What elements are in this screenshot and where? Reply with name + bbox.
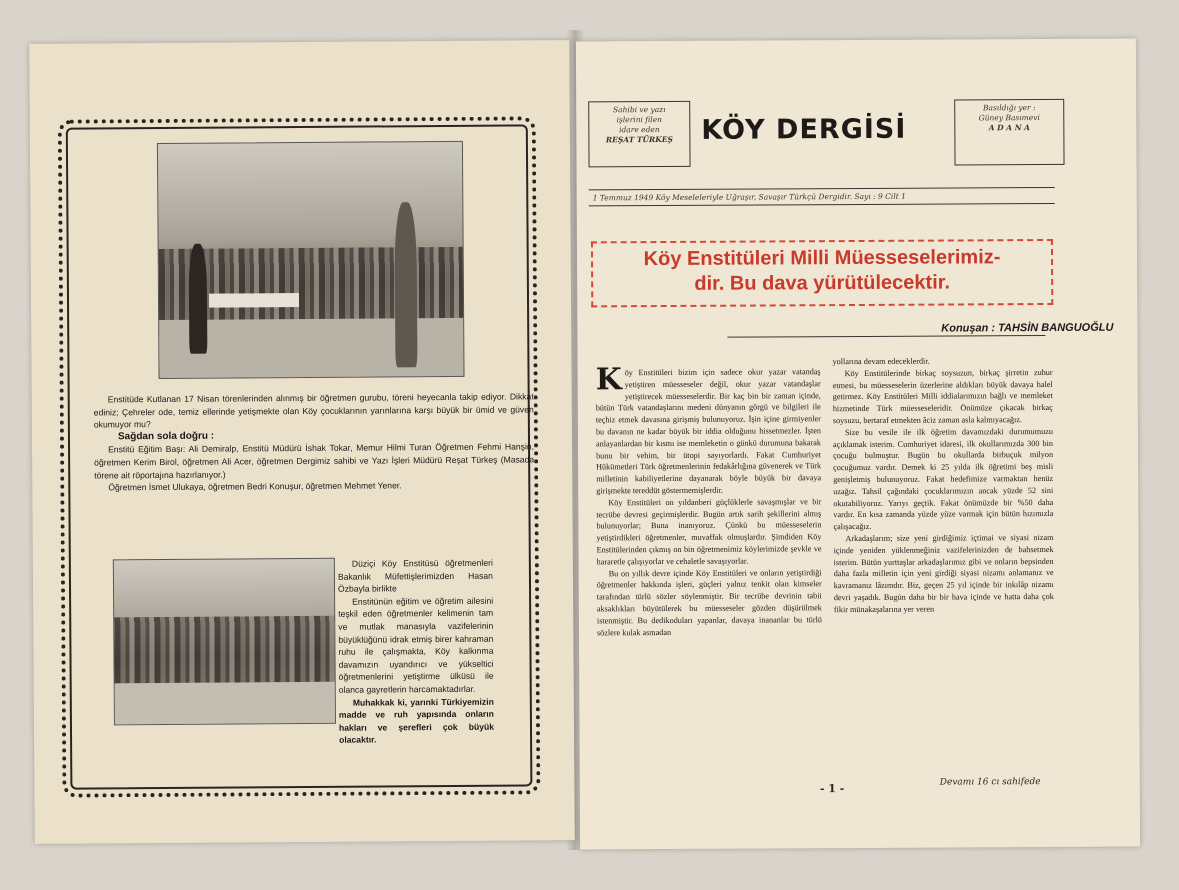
standing-figure [394, 202, 417, 367]
magazine-title: KÖY DERGİSİ [701, 113, 907, 146]
article-paragraph: yollarına devam edeceklerdir. [832, 356, 930, 367]
photo-caption-1 [94, 390, 535, 494]
speaker-byline: Konuşan : TAHSİN BANGUOĞLU [941, 321, 1114, 335]
caption-paragraph: Enstitünün eğitim ve öğretim ailesini teşkil eden öğretmenler kelimenin tam ve mutlak manasıyla vazifelerinin büyüklüğünü idrak etmiş birer kahraman ruhu ile çalışmakta, Köy kalkınma davamızın uyandırıcı ve yükseltici öğretmenlerini yetiştirme ülküsü ile olanca gayretlerin harcamaktadırlar. [338, 595, 494, 695]
owner-box [588, 101, 690, 168]
caption-names-2: Öğretmen İsmet Ulukaya, öğretmen Bedri Konuşur, öğretmen Mehmet Yener. [108, 480, 402, 493]
issue-line: 1 Temmuz 1949 Köy Meseleleriyle Uğraşır, Savaşır Türkçü Dergidir. Sayı : 9 Cilt 1 [589, 187, 1055, 206]
photo-caption-2 [338, 557, 494, 747]
headline-line: dir. Bu dava yürütülecektir. [694, 271, 951, 295]
article-paragraph: Köy Enstitülerinde birkaç soysuzun, birkaç şirretin zuhur etmesi, bu müesseselerin üzerlerine aldıkları büyük davaya halel getirmez. Köy Enstitüleri Milli iddialarımızın bağlı ve memleket hizmetinde Türk müesseseleridir. Önümüze çıkacak birkaç soysuzu, bertaraf etmekten âciz zaman asla kalmıyacağız. [832, 367, 1053, 426]
ground [115, 682, 335, 725]
group-photo [113, 558, 336, 726]
standing-figure [189, 244, 208, 354]
article-column-1 [595, 362, 822, 639]
printer-line: Basıldığı yer : [982, 103, 1036, 113]
article-paragraph: Arkadaşlarım; size yeni girdiğimiz içtimai ve siyasi nizam içinde yeniden yüklenmeğiniz vazifelerinizden de bahsetmek isterim. Bütün yurttaşlar arkadaşlarımız gibi ve onların bepsinden daha fazla milletin için yeni girdiği siyasi nizamı anlamanız ve kavramanız lâzımdır. Biz, geçen 25 yıl içinde bir inkılâp nizamı devri yaşadık. Bugün daha bir bir hava içinde ve hatta daha çok fikir münakaşalarına yer veren [833, 532, 1054, 614]
caption-subheading: Sağdan sola doğru : [117, 430, 215, 443]
headline-box [591, 239, 1053, 307]
caption-paragraph: Muhakkak ki, yarınki Türkiyemizin madde ve ruh yapısında onların hakları ve şerefleri çok büyük olacaktır. [338, 696, 495, 746]
headline [593, 245, 1051, 297]
continued-note: Devamı 16 cı sahifede [939, 777, 1041, 788]
article-paragraph: Bu on yıllık devre içinde Köy Enstitüleri ve onların yetiştirdiği öğretmenler hakkında işleri, güçleri yalnız tenkit olan kimseler tarafından türlü sözler söylenmiştir. Bir tecrübe devrinin tabii aksaklıkları büyütülerek bu müesseseler gözden düşürülmek istenmiştir. Bu dedikoduları yapanlar, davaya inananlar bu türlü sözlere kulak asmadan [596, 567, 822, 637]
owner-line: Sahibi ve yazı [612, 105, 666, 115]
caption-paragraph: Düziçi Köy Enstitüsü öğretmenleri Bakanlık Müfettişlerimizden Hasan Özbayla birlikte [337, 557, 493, 594]
divider [727, 335, 1045, 338]
printer-line: Güney Basımevi [978, 113, 1040, 123]
drop-cap: K [595, 362, 622, 398]
paragraph-text: öy Enstitüleri bizim için sadece okur yazar vatandaş yetiştiren müesseseler değil, okur yazar vatandaşlar yetiştirecek müesseselerdir. Bir kaç bin bir zaman içinde, bütün Türk vatandaşlarını medeni dünyanın görgü ve bilgileri ile teçhiz etmek davasına girişmiş bulunuyoruz. İşin içine girmiyenler bu davanın ne kadar büyük bir iddia olduğunu hissetmezler. İşten anlayanlardan bir kısmı ise memleketin o günkü durumuna bakarak bunu bir vehim, bir ütopi sayıyorlardı. Fakat Cumhuriyet Hükümetleri Türk öğretmenlerinin fedakârlığına güvenerek ve Türk milletinin kabiliyetlerine dayanarak böyle büyük bir davaya girişmekte tereddüt göstermemişlerdir. [595, 367, 822, 496]
article-paragraph [595, 362, 822, 497]
page-number: - 1 - [819, 782, 845, 796]
caption-names: Enstitü Eğitim Başı: Ali Demiralp, Enstitü Müdürü İshak Tokar, Memur Hilmi Turan Öğretmen Fehmi Hanşin, öğretmen Kerim Birol, öğretmen Ali Acer, öğretmen Dergimiz sahibi ve Yazı İşleri Müdürü Reşat Türkeş (Masada törene ait röportajına hazırlanıyor.) [94, 441, 535, 481]
crowd [114, 616, 334, 683]
printer-box [954, 99, 1064, 166]
left-page [29, 40, 575, 844]
ceremony-photo [157, 141, 465, 379]
owner-line: REŞAT TÜRKEŞ [605, 134, 673, 145]
right-page [576, 39, 1140, 850]
caption-paragraph: Enstitüde Kutlanan 17 Nisan törenlerinden alınmış bir öğretmen gurubu, töreni heyecanla takip ediyor. Dikkat ediniz; Çehreler ode, temiz ellerinde yetişmekte olan Köy çocuklarının yarınlarına karşı büyük bir ümid ve güven okumuyor mu? [93, 391, 534, 430]
printer-line: A D A N A [988, 123, 1030, 133]
desk [209, 293, 299, 308]
article-paragraph: Köy Enstitüleri on yıldanberi güçlüklerle savaşmışlar ve bir tecrübe devresi geçirmişlerdir. Bugün artık sarih şekillerini almış bulunuyorlar; Buna inanıyoruz. Çünkü bu müesseselerin yetiştirdikleri öğretmenler, muvaffak olmuşlardır. Şimdiden Köy Enstitülerinden çıkmış on bin öğretmenimiz köylerimizde şevkle ve hararetle çalışıyorlar ve cehaletle savaşıyorlar. [596, 496, 822, 567]
owner-line: işlerini filen [616, 115, 662, 125]
headline-line: Köy Enstitüleri Milli Müesseselerimiz- [643, 246, 1001, 271]
article-column-2 [833, 355, 1054, 616]
article-paragraph: Size bu vesile ile ilk öğretim davamızdaki durumumuzu açıklamak isterim. Cumhuriyet idaresi, ilk okullarımızda 300 bin çocuğu bulmuştur. Bugün bu okullarda birbuçuk milyon çocuğumuz vardır. Demek ki 25 yılda ilk öğretimi beş misli genişletmiş bulunuyoruz. Fakat hedefimize varmaktan henüz uzağız. Tahsil çağındaki çocuklarımızın ancak yüzde 52 sini okutabiliyoruz. Yarıyı geçtik. Fakat önümüzde bir %50 daha vardır. En kısa zamanda yüzde yüze varmak için bütün hızımızla çalışacağız. [832, 426, 1054, 532]
owner-line: idare eden [619, 125, 660, 135]
